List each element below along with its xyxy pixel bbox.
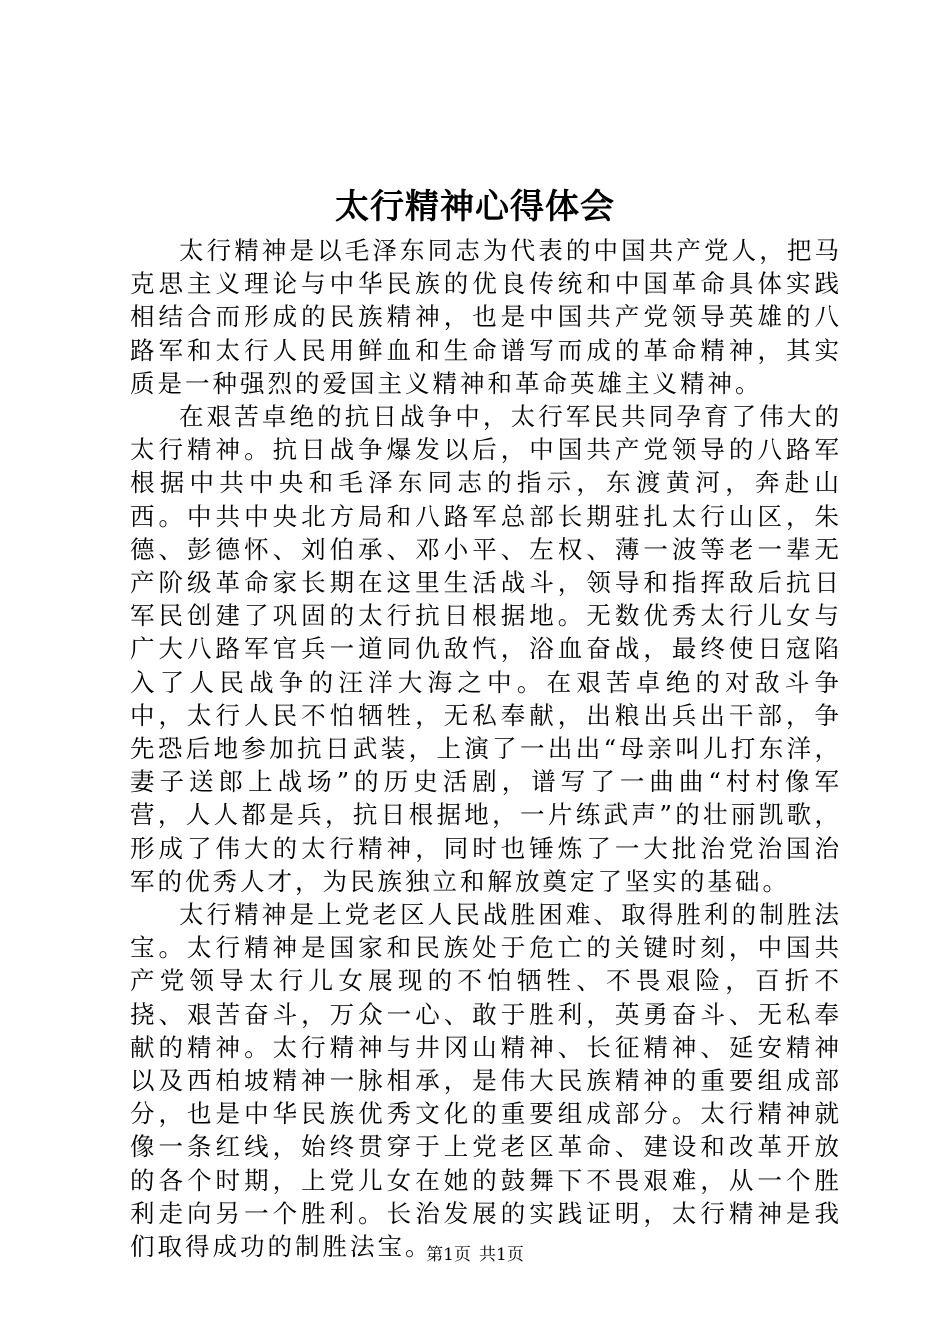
- paragraph-1: 太行精神是以毛泽东同志为代表的中国共产党人，把马克思主义理论与中华民族的优良传统和中国革命具体实践相结合而形成的民族精神，也是中国共产党领导英雄的八路军和太行人民用鲜血和生命谱写而成的革命精神，其实质是一种强烈的爱国主义精神和革命英雄主义精神。: [130, 236, 842, 398]
- page-number: 第1页: [426, 1245, 471, 1265]
- page-footer: [0, 1243, 950, 1267]
- page-total: 共1页: [479, 1245, 524, 1265]
- paragraph-2: 在艰苦卓绝的抗日战争中，太行军民共同孕育了伟大的太行精神。抗日战争爆发以后，中国共产党领导的八路军根据中共中央和毛泽东同志的指示，东渡黄河，奔赴山西。中共中央北方局和八路军总部长期驻扎太行山区，朱德、彭德怀、刘伯承、邓小平、左权、薄一波等老一辈无产阶级革命家长期在这里生活战斗，领导和指挥敌后抗日军民创建了巩固的太行抗日根据地。无数优秀太行儿女与广大八路军官兵一道同仇敌忾，浴血奋战，最终使日寇陷入了人民战争的汪洋大海之中。在艰苦卓绝的对敌斗争中，太行人民不怕牺牲，无私奉献，出粮出兵出干部，争先恐后地参加抗日武装，上演了一出出“母亲叫儿打东洋，妻子送郎上战场”的历史活剧，谱写了一曲曲“村村像军营，人人都是兵，抗日根据地，一片练武声”的壮丽凯歌，形成了伟大的太行精神，同时也锤炼了一大批治党治国治军的优秀人才，为民族独立和解放奠定了坚实的基础。: [130, 402, 842, 896]
- document-body: [130, 234, 842, 1263]
- document-title: 太行精神心得体会: [335, 187, 615, 227]
- paragraph-3: 太行精神是上党老区人民战胜困难、取得胜利的制胜法宝。太行精神是国家和民族处于危亡的关键时刻，中国共产党领导太行儿女展现的不怕牺牲、不畏艰险，百折不挠、艰苦奋斗，万众一心、敢于胜利，英勇奋斗、无私奉献的精神。太行精神与井冈山精神、长征精神、延安精神以及西柏坡精神一脉相承，是伟大民族精神的重要组成部分，也是中华民族优秀文化的重要组成部分。太行精神就像一条红线，始终贯穿于上党老区革命、建设和改革开放的各个时期，上党儿女在她的鼓舞下不畏艰难，从一个胜利走向另一个胜利。长治发展的实践证明，太行精神是我们取得成功的制胜法宝。: [130, 900, 842, 1262]
